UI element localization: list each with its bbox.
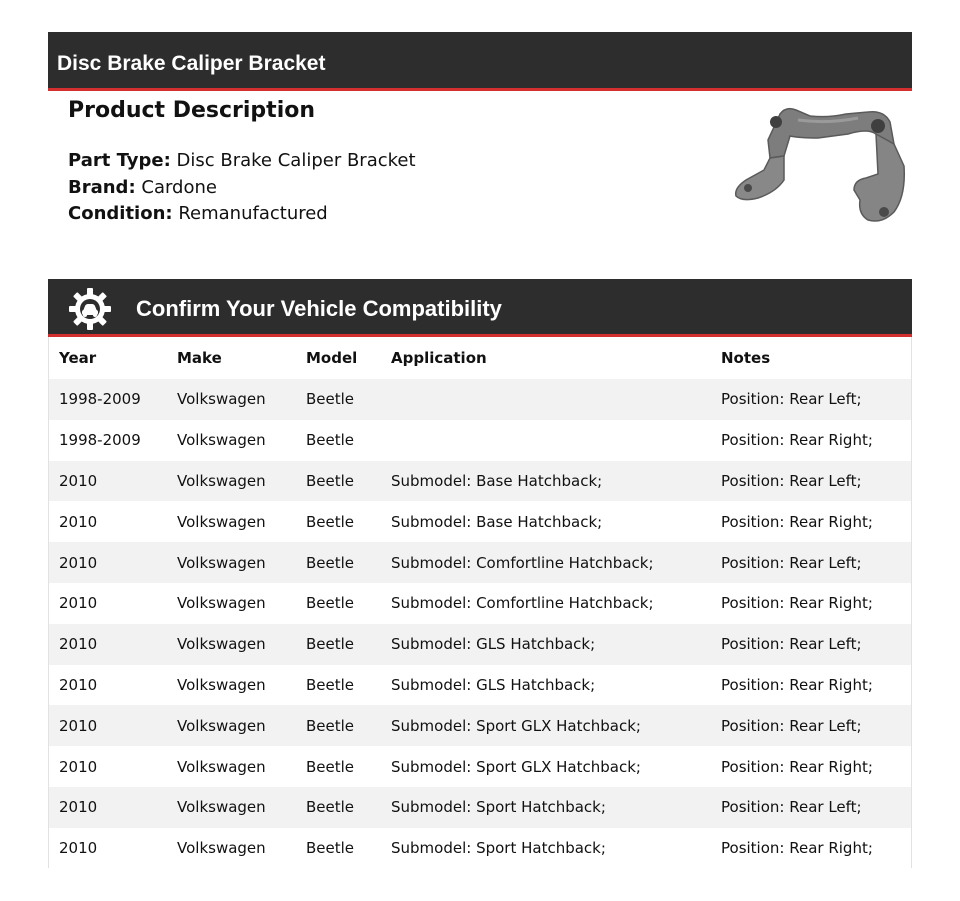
table-row	[49, 746, 911, 787]
cell-application: Submodel: Sport Hatchback;	[381, 787, 711, 828]
cell-application: Submodel: Sport Hatchback;	[381, 828, 711, 869]
cell-notes: Position: Rear Left;	[711, 787, 911, 828]
table-row	[49, 787, 911, 828]
cell-application: Submodel: Sport GLX Hatchback;	[381, 705, 711, 746]
compatibility-table-container	[48, 337, 912, 868]
table-row	[49, 828, 911, 869]
column-header-make: Make	[177, 349, 222, 367]
cell-make: Volkswagen	[167, 542, 296, 583]
cell-notes: Position: Rear Right;	[711, 828, 911, 869]
cell-make: Volkswagen	[167, 705, 296, 746]
cell-notes: Position: Rear Right;	[711, 665, 911, 706]
cell-application	[381, 379, 711, 420]
cell-notes: Position: Rear Left;	[711, 461, 911, 502]
cell-application: Submodel: GLS Hatchback;	[381, 624, 711, 665]
cell-notes: Position: Rear Right;	[711, 501, 911, 542]
cell-model: Beetle	[296, 665, 381, 706]
product-title: Disc Brake Caliper Bracket	[57, 52, 326, 75]
cell-application	[381, 420, 711, 461]
cell-year: 2010	[49, 461, 167, 502]
spec-condition	[68, 201, 668, 228]
table-row	[49, 583, 911, 624]
gear-car-icon	[68, 287, 112, 331]
cell-application: Submodel: Comfortline Hatchback;	[381, 583, 711, 624]
cell-model: Beetle	[296, 787, 381, 828]
cell-notes: Position: Rear Right;	[711, 583, 911, 624]
cell-make: Volkswagen	[167, 420, 296, 461]
table-row	[49, 705, 911, 746]
spec-value: Cardone	[141, 176, 217, 198]
cell-year: 2010	[49, 542, 167, 583]
spec-value: Remanufactured	[178, 203, 328, 224]
cell-notes: Position: Rear Left;	[711, 542, 911, 583]
table-row	[49, 624, 911, 665]
cell-notes: Position: Rear Left;	[711, 379, 911, 420]
cell-year: 2010	[49, 624, 167, 665]
spec-brand	[68, 175, 668, 202]
description-heading: Product Description	[68, 98, 316, 123]
cell-model: Beetle	[296, 624, 381, 665]
cell-application: Submodel: Base Hatchback;	[381, 501, 711, 542]
cell-application: Submodel: Sport GLX Hatchback;	[381, 746, 711, 787]
cell-model: Beetle	[296, 542, 381, 583]
table-row	[49, 461, 911, 502]
product-title-bar	[48, 32, 912, 91]
column-header-notes: Notes	[721, 349, 771, 367]
cell-application: Submodel: Base Hatchback;	[381, 461, 711, 502]
cell-make: Volkswagen	[167, 665, 296, 706]
compatibility-table	[49, 337, 911, 869]
cell-year: 2010	[49, 705, 167, 746]
compatibility-bar	[48, 279, 912, 337]
cell-year: 2010	[49, 501, 167, 542]
cell-notes: Position: Rear Right;	[711, 746, 911, 787]
cell-year: 2010	[49, 787, 167, 828]
cell-make: Volkswagen	[167, 746, 296, 787]
spec-label: Condition:	[68, 203, 173, 224]
cell-year: 1998-2009	[49, 420, 167, 461]
cell-model: Beetle	[296, 501, 381, 542]
column-header-year: Year	[59, 349, 97, 367]
cell-application: Submodel: GLS Hatchback;	[381, 665, 711, 706]
table-row	[49, 665, 911, 706]
cell-notes: Position: Rear Left;	[711, 705, 911, 746]
cell-year: 2010	[49, 746, 167, 787]
cell-year: 1998-2009	[49, 379, 167, 420]
cell-year: 2010	[49, 583, 167, 624]
cell-application: Submodel: Comfortline Hatchback;	[381, 542, 711, 583]
column-header-model: Model	[306, 349, 358, 367]
cell-model: Beetle	[296, 583, 381, 624]
cell-model: Beetle	[296, 746, 381, 787]
table-header-row	[49, 337, 911, 379]
spec-label: Part Type:	[68, 150, 171, 171]
product-description	[68, 96, 668, 228]
cell-notes: Position: Rear Right;	[711, 420, 911, 461]
cell-model: Beetle	[296, 420, 381, 461]
table-row	[49, 420, 911, 461]
cell-model: Beetle	[296, 379, 381, 420]
table-row	[49, 379, 911, 420]
spec-value: Disc Brake Caliper Bracket	[176, 150, 416, 171]
table-row	[49, 501, 911, 542]
compatibility-title: Confirm Your Vehicle Compatibility	[136, 296, 502, 321]
cell-model: Beetle	[296, 461, 381, 502]
cell-notes: Position: Rear Left;	[711, 624, 911, 665]
column-header-application: Application	[391, 349, 487, 367]
cell-make: Volkswagen	[167, 379, 296, 420]
spec-part-type	[68, 148, 668, 175]
caliper-bracket-image	[728, 100, 908, 235]
cell-make: Volkswagen	[167, 501, 296, 542]
cell-make: Volkswagen	[167, 828, 296, 869]
cell-model: Beetle	[296, 828, 381, 869]
cell-make: Volkswagen	[167, 461, 296, 502]
table-row	[49, 542, 911, 583]
cell-make: Volkswagen	[167, 787, 296, 828]
cell-year: 2010	[49, 665, 167, 706]
cell-make: Volkswagen	[167, 624, 296, 665]
cell-make: Volkswagen	[167, 583, 296, 624]
spec-label: Brand:	[68, 176, 136, 198]
cell-year: 2010	[49, 828, 167, 869]
cell-model: Beetle	[296, 705, 381, 746]
